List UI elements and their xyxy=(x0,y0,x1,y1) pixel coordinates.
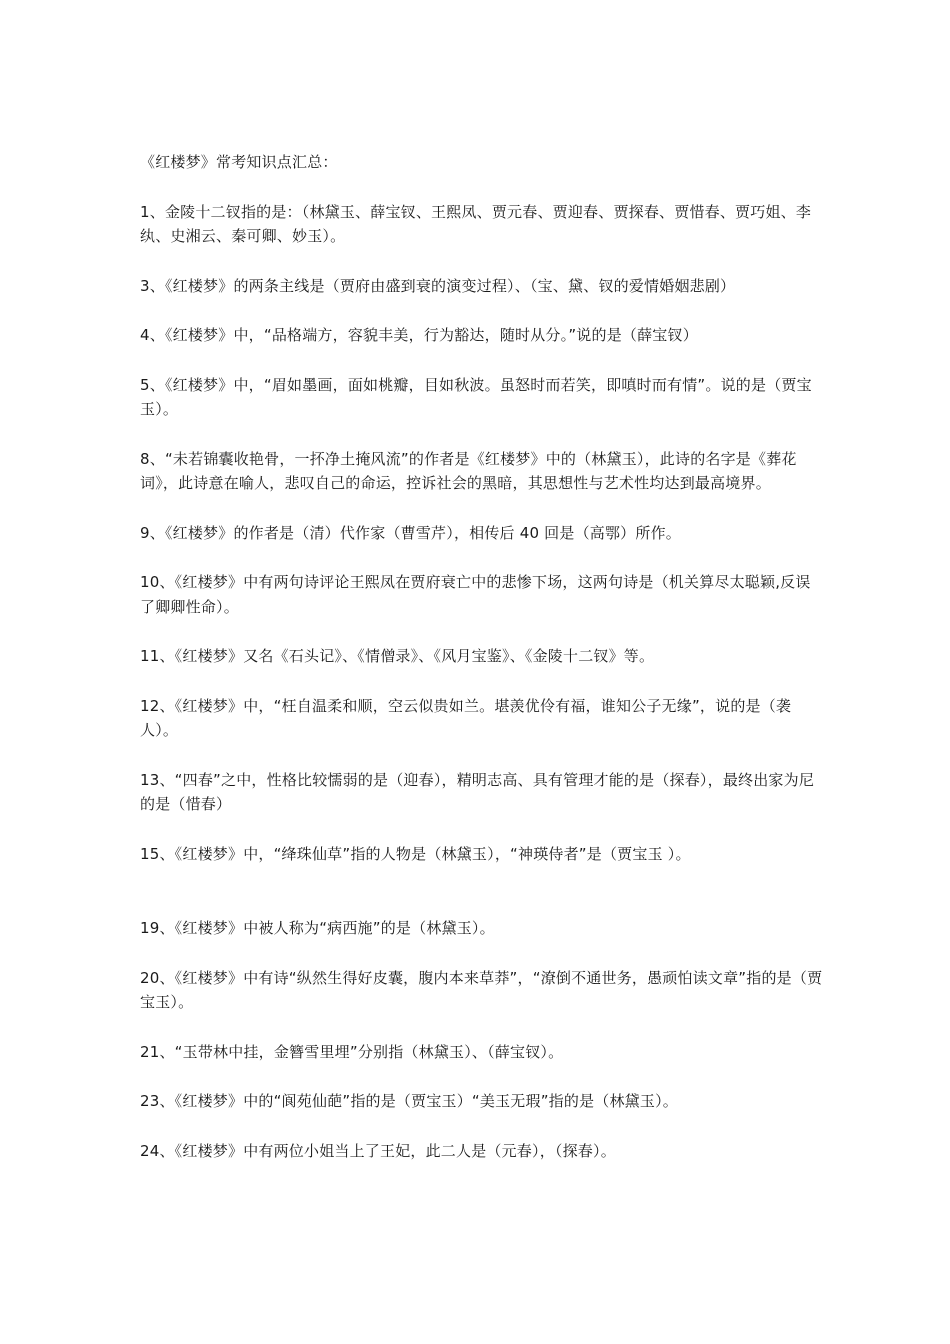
list-item: 24、《红楼梦》中有两位小姐当上了王妃，此二人是（元春），（探春）。 xyxy=(140,1141,616,1160)
list-item: 19、《红楼梦》中被人称为“病西施”的是（林黛玉）。 xyxy=(140,919,495,937)
list-item: 4、《红楼梦》中，“品格端方，容貌丰美，行为豁达，随时从分。”说的是（薛宝钗） xyxy=(140,326,698,344)
list-item: 1、金陵十二钗指的是：（林黛玉、薛宝钗、王熙凤、贾元春、贾迎春、贾探春、贾惜春、贾巧姐、李纨、史湘云、秦可卿、妙玉）。 xyxy=(140,202,812,245)
list-item: 20、《红楼梦》中有诗“纵然生得好皮囊，腹内本来草莽”，“潦倒不通世务，愚顽怕读文章”指的是（贾宝玉）。 xyxy=(140,968,823,1011)
list-item: 21、“玉带林中挂，金簪雪里埋”分别指（林黛玉）、（薛宝钗）。 xyxy=(140,1042,564,1061)
list-item: 9、《红楼梦》的作者是（清）代作家（曹雪芹），相传后 40 回是（高鄂）所作。 xyxy=(140,523,681,542)
list-item: 5、《红楼梦》中，“眉如墨画，面如桃瓣，目如秋波。虽怒时而若笑，即嗔时而有情”。说的是（贾宝玉）。 xyxy=(140,375,812,418)
list-item: 8、“未若锦囊收艳骨，一抔净土掩风流”的作者是《红楼梦》中的（林黛玉），此诗的名字是《葬花词》，此诗意在喻人，悲叹自己的命运，控诉社会的黑暗，其思想性与艺术性均达到最高境界。 xyxy=(140,449,797,492)
list-item: 10、《红楼梦》中有两句诗评论王熙凤在贾府衰亡中的悲惨下场，这两句诗是（机关算尽太聪颖,反误了卿卿性命）。 xyxy=(140,573,811,616)
list-item: 15、《红楼梦》中，“绛珠仙草”指的人物是（林黛玉），“神瑛侍者”是（贾宝玉 ）。 xyxy=(140,844,691,863)
list-item: 12、《红楼梦》中，“枉自温柔和顺，空云似贵如兰。堪羡优伶有福，谁知公子无缘”，说的是（袭人）。 xyxy=(140,696,792,739)
document-body xyxy=(140,150,825,1188)
document-title: 《红楼梦》常考知识点汇总： xyxy=(140,153,338,171)
list-item: 11、《红楼梦》又名《石头记》、《情僧录》、《风月宝鉴》、《金陵十二钗》等。 xyxy=(140,647,655,665)
list-item: 13、“四春”之中，性格比较懦弱的是（迎春），精明志高、具有管理才能的是（探春），最终出家为尼的是（惜春） xyxy=(140,770,815,813)
list-item: 23、《红楼梦》中的“阆苑仙葩”指的是（贾宝玉）“美玉无瑕”指的是（林黛玉）。 xyxy=(140,1092,678,1110)
list-item: 3、《红楼梦》的两条主线是（贾府由盛到衰的演变过程）、（宝、黛、钗的爱情婚姻悲剧） xyxy=(140,276,736,295)
